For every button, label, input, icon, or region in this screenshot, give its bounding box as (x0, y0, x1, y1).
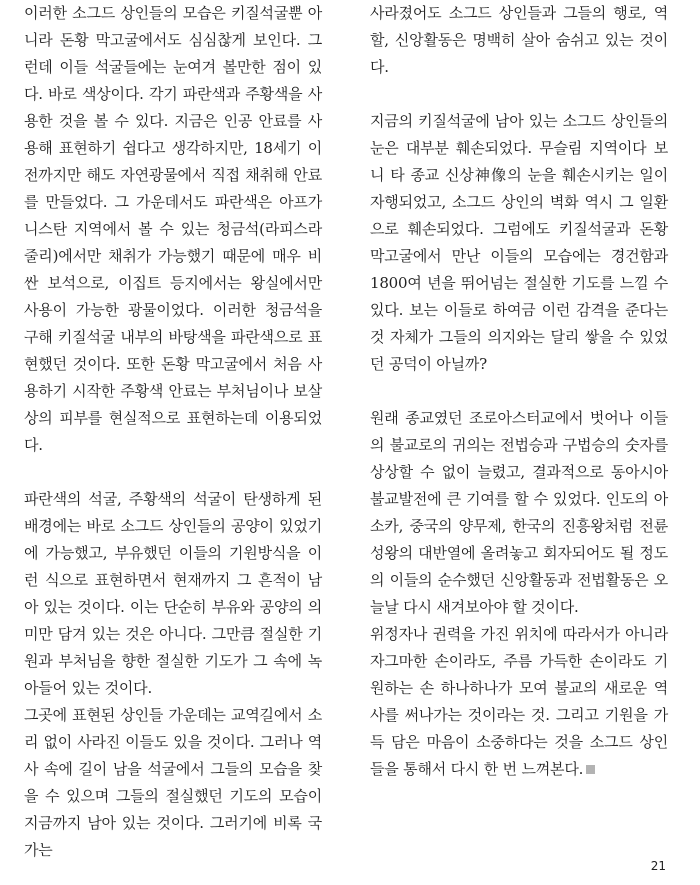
paragraph-text: 원래 종교였던 조로아스터교에서 벗어나 이들의 불교로의 귀의는 전법승과 구법승의 숫자를 상상할 수 없이 늘렸고, 결과적으로 동아시아 불교발전에 큰 기여를 할 수 있었다. 인도의 아소카, 중국의 양무제, 한국의 진흥왕처럼 전륜성왕의 대반열에 올려놓고 회자되어도 될 정도의 이들의 순수했던 신앙활동과 전법활동은 오늘날 다시 새겨보아야 할 것이다. (370, 409, 668, 616)
paragraph: 이러한 소그드 상인들의 모습은 키질석굴뿐 아니라 돈황 막고굴에서도 심심찮게 보인다. 그런데 이들 석굴들에는 눈여겨 볼만한 점이 있다. 바로 색상이다. 각기 파란색과 주황색을 사용한 것을 볼 수 있다. 지금은 인공 안료를 사용해 표현하기 쉽다고 생각하지만, 18세기 이전까지만 해도 자연광물에서 직접 채취해 안료를 만들었다. 그 가운데서도 파란색은 아프가니스탄 지역에서 볼 수 있는 청금석(라피스라줄리)에서만 채취가 가능했기 때문에 매우 비싼 보석으로, 이집트 등지에서는 왕실에서만 사용이 가능한 광물이었다. 이러한 청금석을 구해 키질석굴 내부의 바탕색을 파란색으로 표현했던 것이다. 또한 돈황 막고굴에서 처음 사용하기 시작한 주황색 안료는 부처님이나 보살상의 피부를 현실적으로 표현하는데 이용되었다. (24, 4, 322, 454)
paragraph (370, 621, 668, 783)
paragraph: 그곳에 표현된 상인들 가운데는 교역길에서 소리 없이 사라진 이들도 있을 것이다. 그러나 역사 속에 길이 남을 석굴에서 그들의 모습을 찾을 수 있으며 그들의 절실했던 기도의 모습이 지금까지 남아 있는 것이다. 그러기에 비록 국가는 (24, 706, 322, 859)
paragraph-gap (370, 378, 668, 405)
paragraph-gap (370, 81, 668, 108)
end-mark-icon (586, 765, 595, 774)
paragraph-gap (24, 459, 322, 486)
paragraph: 사라졌어도 소그드 상인들과 그들의 행로, 역할, 신앙활동은 명백히 살아 숨쉬고 있는 것이다. (370, 4, 668, 76)
paragraph: 지금의 키질석굴에 남아 있는 소그드 상인들의 눈은 대부분 훼손되었다. 무슬림 지역이다 보니 타 종교 신상神像의 눈을 훼손시키는 일이 자행되었고, 소그드 상인의 벽화 역시 그 일환으로 훼손되었다. 그럼에도 키질석굴과 돈황 막고굴에서 만난 이들의 모습에는 경건함과 1800여 년을 뛰어넘는 절실한 기도를 느낄 수 있다. 보는 이들로 하여금 이런 감격을 준다는 것 자체가 그들의 의지와는 달리 쌓을 수 있었던 공덕이 아닐까? (370, 112, 668, 373)
paragraph: 파란색의 석굴, 주황색의 석굴이 탄생하게 된 배경에는 바로 소그드 상인들의 공양이 있었기에 가능했고, 부유했던 이들의 기원방식을 이런 식으로 표현하면서 현재까지 그 흔적이 남아 있는 것이다. 이는 단순히 부유와 공양의 의미만 담겨 있는 것은 아니다. 그만큼 절실한 기원과 부처님을 향한 절실한 기도가 그 속에 녹아들어 있는 것이다. (24, 490, 322, 697)
left-column (24, 0, 322, 864)
page-number: 21 (650, 859, 666, 873)
right-column (370, 0, 668, 783)
paragraph (370, 405, 668, 621)
paragraph-text: 위정자나 권력을 가진 위치에 따라서가 아니라 자그마한 손이라도, 주름 가득한 손이라도 기원하는 손 하나하나가 모여 불교의 새로운 역사를 써나가는 것이라는 것. 그리고 기원을 가득 담은 마음이 소중하다는 것을 소그드 상인들을 통해서 다시 한 번 느껴본다. (370, 625, 668, 778)
